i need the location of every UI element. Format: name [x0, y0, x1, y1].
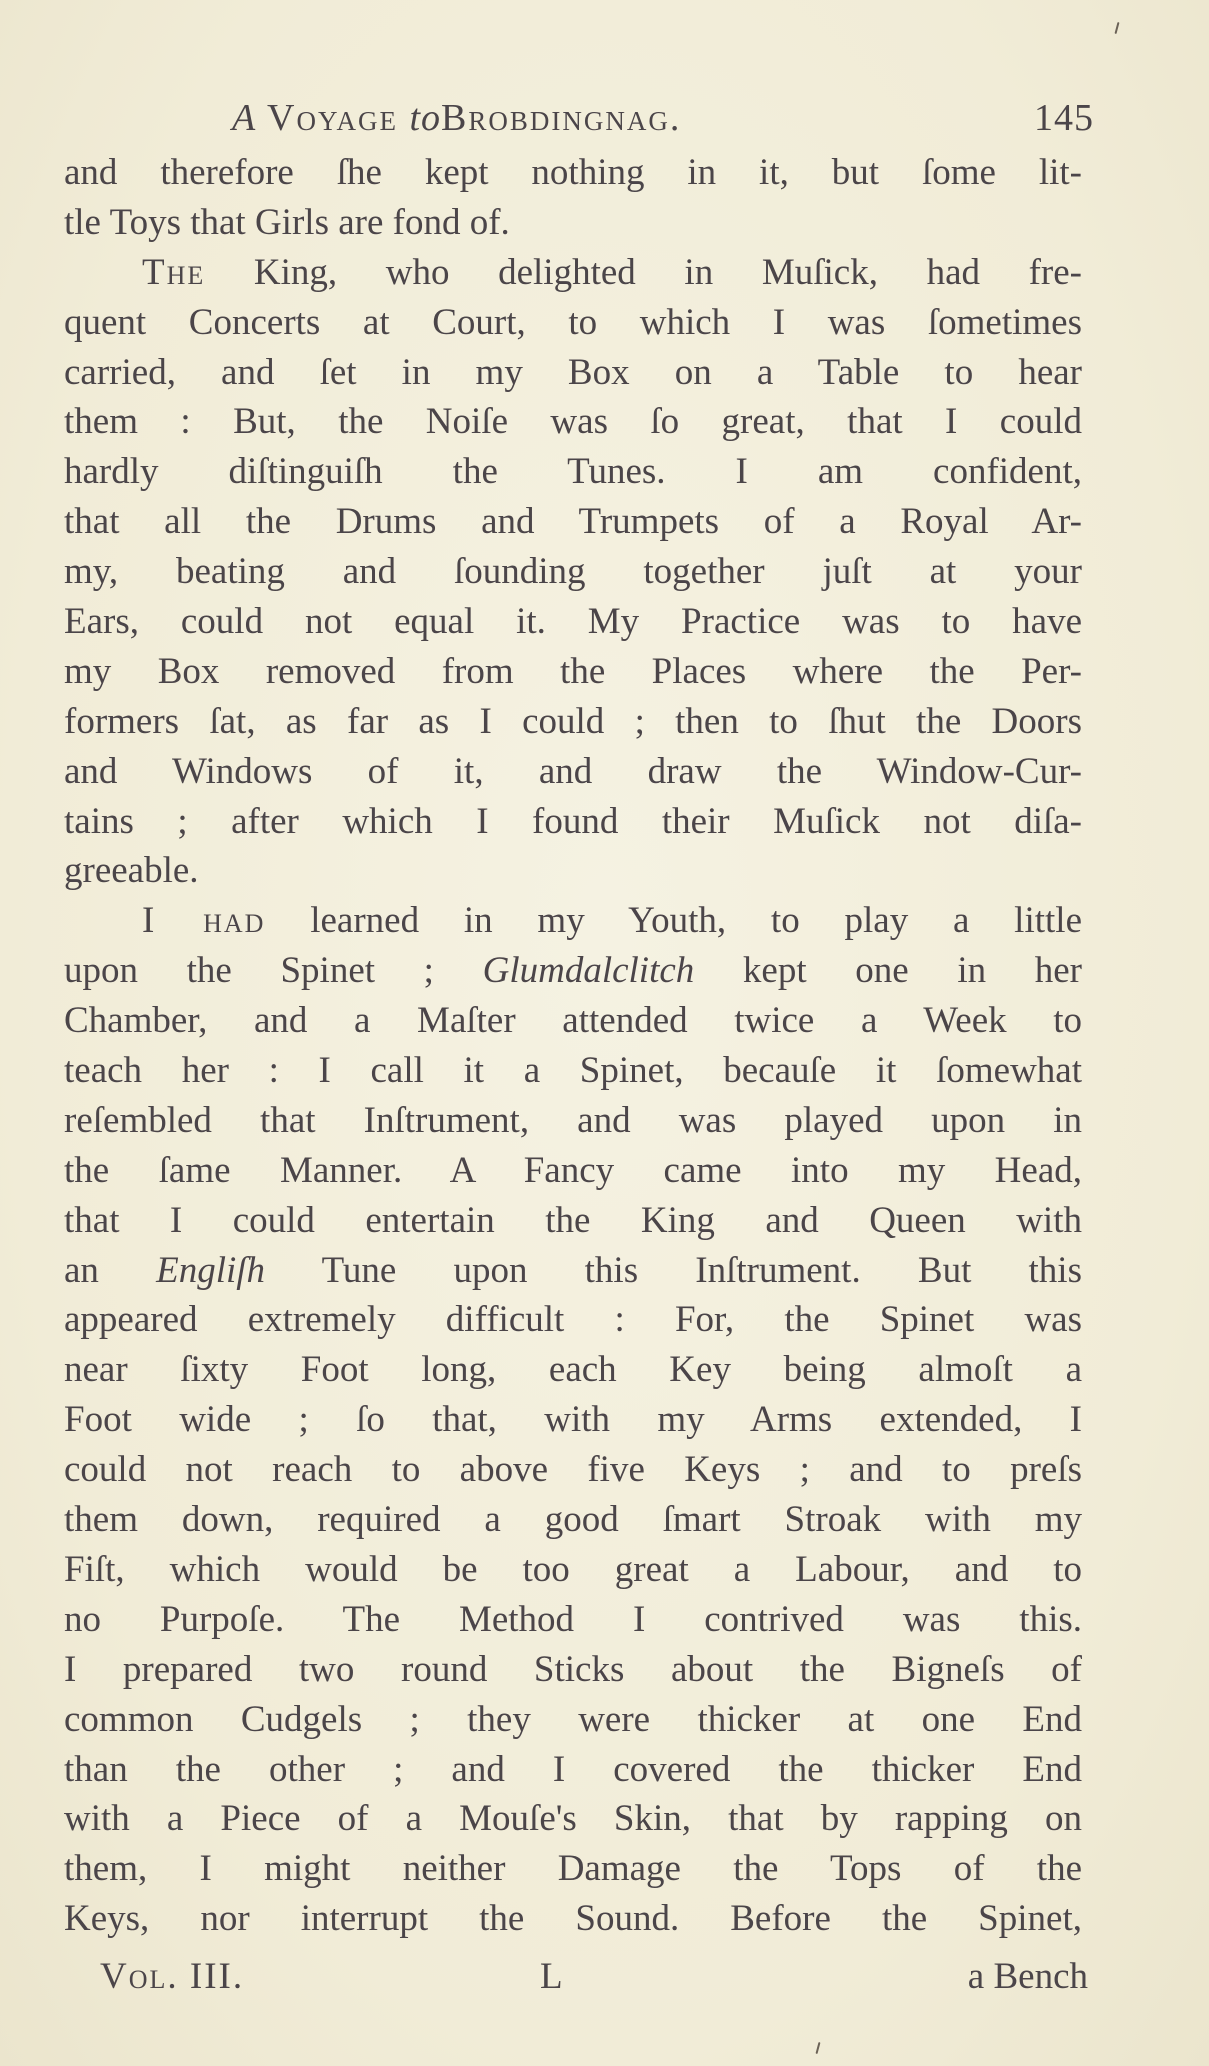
- small-caps-text: The: [142, 251, 206, 293]
- text-line: [64, 1595, 1082, 1645]
- text-line: [64, 547, 1082, 597]
- text-run: greeable.: [64, 850, 199, 892]
- text-run: carried, and ſet in my Box on a Table to hear: [64, 351, 1082, 393]
- text-run: could not reach to above five Keys ; and to preſs: [64, 1449, 1082, 1491]
- text-line: [64, 1146, 1082, 1196]
- text-run: upon the Spinet ;: [64, 950, 483, 992]
- text-run: quent Concerts at Court, to which I was ſometimes: [64, 301, 1082, 343]
- catchword: a Bench: [967, 1956, 1088, 1997]
- italic-text: Glumdalclitch: [482, 950, 695, 992]
- text-run: my, beating and ſounding together juſt at your: [64, 551, 1082, 593]
- text-line: [64, 1246, 1082, 1296]
- text-run: reſembled that Inſtrument, and was played upon in: [64, 1099, 1082, 1141]
- text-run: tains ; after which I found their Muſick not diſa-: [64, 800, 1082, 842]
- text-line: [64, 348, 1082, 398]
- text-run: Fiſt, which would be too great a Labour, and to: [64, 1548, 1082, 1590]
- text-line: [64, 1295, 1082, 1345]
- volume-label: Vol. III.: [100, 1956, 245, 1997]
- text-run: no Purpoſe. The Method I contrived was this.: [64, 1598, 1082, 1640]
- text-run: with a Piece of a Mouſe's Skin, that by rapping on: [64, 1798, 1082, 1840]
- text-line: [64, 1645, 1082, 1695]
- text-run: Chamber, and a Maſter attended twice a Week to: [64, 1000, 1082, 1042]
- text-run: kept one in her: [694, 950, 1082, 992]
- text-line: [64, 747, 1082, 797]
- running-title: [232, 96, 681, 140]
- text-run: that I could entertain the King and Queen with: [64, 1199, 1082, 1241]
- text-line: [64, 1745, 1082, 1795]
- text-line: [64, 447, 1082, 497]
- signature-mark: L: [540, 1956, 563, 1997]
- text-run: the ſame Manner. A Fancy came into my Head,: [64, 1149, 1082, 1191]
- text-line: [64, 497, 1082, 547]
- text-run: appeared extremely difficult : For, the Spinet was: [64, 1299, 1082, 1341]
- text-run: teach her : I call it a Spinet, becauſe it ſomewhat: [64, 1050, 1082, 1092]
- page-footer: [100, 1955, 1088, 2005]
- text-line: [64, 1096, 1082, 1146]
- paper-speck: [815, 2042, 820, 2054]
- text-line: [64, 248, 1082, 298]
- running-header: [232, 96, 1094, 146]
- text-run: near ſixty Foot long, each Key being almoſt a: [64, 1349, 1082, 1391]
- text-line: [64, 946, 1082, 996]
- text-line: [64, 697, 1082, 747]
- text-line: [64, 1844, 1082, 1894]
- text-line: [64, 797, 1082, 847]
- text-run: Ears, could not equal it. My Practice was to have: [64, 601, 1082, 643]
- text-run: Foot wide ; ſo that, with my Arms extended, I: [64, 1399, 1082, 1441]
- text-run: an: [64, 1249, 157, 1291]
- text-line: [64, 148, 1082, 198]
- italic-text: to: [409, 97, 442, 139]
- text-line: [64, 1046, 1082, 1096]
- text-line: [64, 1345, 1082, 1395]
- text-line: [64, 1395, 1082, 1445]
- text-line: [64, 298, 1082, 348]
- text-run: my Box removed from the Places where the Per-: [64, 650, 1082, 692]
- text-run: Tune upon this Inſtrument. But this: [265, 1249, 1082, 1291]
- text-line: [64, 846, 1082, 896]
- paper-speck: [1114, 22, 1119, 34]
- text-run: than the other ; and I covered the thicker End: [64, 1748, 1082, 1790]
- italic-text: A: [232, 97, 257, 139]
- text-line: [64, 397, 1082, 447]
- text-line: [64, 1695, 1082, 1745]
- text-run: learned in my Youth, to play a little: [265, 900, 1083, 942]
- text-run: and therefore ſhe kept nothing in it, but ſome lit-: [64, 152, 1082, 193]
- text-line: [64, 1495, 1082, 1545]
- text-line: [64, 597, 1082, 647]
- text-line: [64, 1894, 1082, 1944]
- text-line: [64, 198, 1082, 248]
- body-text: [64, 148, 1082, 1944]
- small-caps-text: I had: [142, 900, 266, 942]
- text-line: [64, 896, 1082, 946]
- text-run: common Cudgels ; they were thicker at one End: [64, 1698, 1082, 1740]
- text-run: King, who delighted in Muſick, had fre-: [205, 251, 1082, 293]
- text-line: [64, 1445, 1082, 1495]
- text-line: [64, 1794, 1082, 1844]
- small-caps-text: Brobdingnag.: [441, 97, 682, 139]
- text-run: formers ſat, as far as I could ; then to ſhut the Doors: [64, 700, 1082, 742]
- text-run: Keys, nor interrupt the Sound. Before the Spinet,: [64, 1898, 1082, 1940]
- text-run: hardly diſtinguiſh the Tunes. I am confident,: [64, 451, 1082, 493]
- small-caps-text: Voyage: [256, 97, 410, 139]
- text-run: and Windows of it, and draw the Window-Cur-: [64, 750, 1082, 792]
- page-number: 145: [1034, 97, 1094, 139]
- text-run: that all the Drums and Trumpets of a Royal Ar-: [64, 501, 1082, 543]
- italic-text: Engliſh: [156, 1249, 266, 1291]
- text-run: I prepared two round Sticks about the Bigneſs of: [64, 1648, 1082, 1690]
- text-line: [64, 1545, 1082, 1595]
- text-run: them down, required a good ſmart Stroak with my: [64, 1499, 1082, 1541]
- text-run: them : But, the Noiſe was ſo great, that I could: [64, 401, 1082, 443]
- text-run: tle Toys that Girls are fond of.: [64, 201, 510, 243]
- text-run: them, I might neither Damage the Tops of the: [64, 1848, 1082, 1890]
- text-line: [64, 647, 1082, 697]
- text-line: [64, 996, 1082, 1046]
- text-line: [64, 1196, 1082, 1246]
